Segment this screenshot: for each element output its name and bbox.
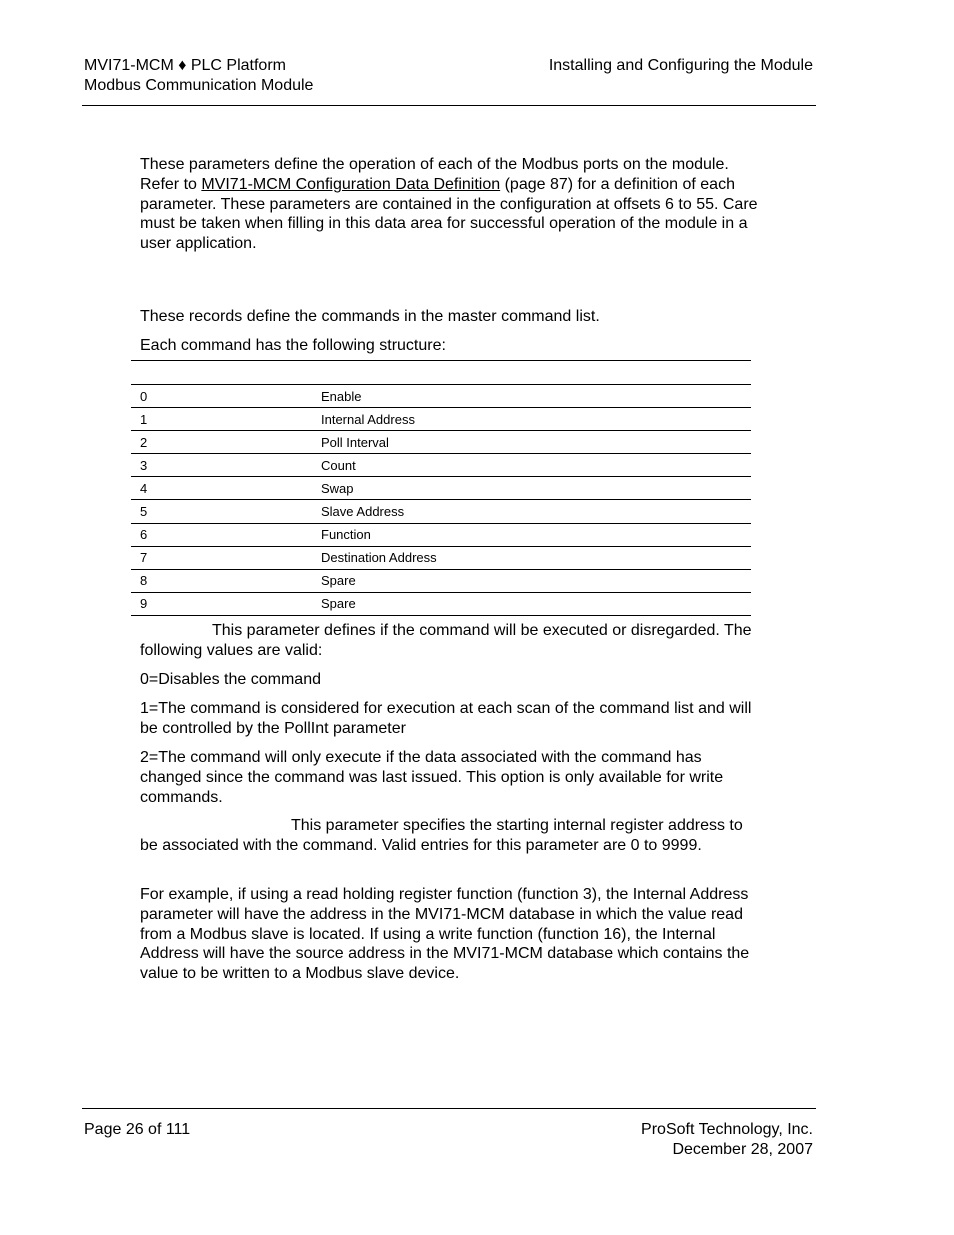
table-row	[131, 477, 751, 500]
table-row	[131, 385, 751, 408]
field-cell: Internal Address	[312, 408, 751, 431]
internal-address-example: For example, if using a read holding register function (function 3), the Internal Address parameter will have the address in the MVI71-MCM database in which the value read from a Modbus slave is located. If using a write function (function 16), the Internal Address will have the source address in the MVI71-MCM database which contains the value to be written to a Modbus slave device.	[140, 886, 750, 983]
enable-value-1: 1=The command is considered for execution at each scan of the command list and will be controlled by the PollInt parameter	[140, 700, 752, 737]
table-header-cell	[312, 361, 751, 385]
offset-cell: 7	[131, 546, 312, 569]
table-row	[131, 546, 751, 569]
field-cell: Slave Address	[312, 500, 751, 523]
enable-value-0: 0=Disables the command	[140, 671, 321, 688]
enable-description	[140, 621, 760, 661]
footer-rule	[82, 1108, 816, 1109]
enable-value-2: 2=The command will only execute if the data associated with the command has changed since the command was last issued. This option is only available for write commands.	[140, 749, 724, 806]
port-config-paragraph	[140, 155, 760, 254]
offset-cell: 3	[131, 454, 312, 477]
table-row	[131, 569, 751, 592]
field-cell: Spare	[312, 592, 751, 615]
command-list-intro: These records define the commands in the master command list.	[140, 308, 600, 325]
table-header-cell	[131, 361, 312, 385]
offset-cell: 1	[131, 408, 312, 431]
field-cell: Swap	[312, 477, 751, 500]
field-cell: Destination Address	[312, 546, 751, 569]
header-rule	[82, 105, 816, 106]
table-row	[131, 454, 751, 477]
field-cell: Function	[312, 523, 751, 546]
product-subtitle: Modbus Communication Module	[84, 77, 314, 94]
section-title: Installing and Configuring the Module	[548, 57, 813, 74]
enable-description-text: This parameter defines if the command will be executed or disregarded. The following values are valid:	[140, 622, 752, 659]
paragraph-text: (page 87) for a definition of each parameter. These parameters are contained in the configuration at offsets 6 to 55. Care must be taken when filling in this data area for successful operation of the module in a user application.	[140, 175, 758, 253]
table-row	[131, 592, 751, 615]
product-title: MVI71-MCM ♦ PLC Platform	[84, 57, 286, 74]
command-structure-intro: Each command has the following structure:	[140, 337, 446, 354]
publication-date: December 28, 2007	[672, 1141, 813, 1158]
field-cell: Count	[312, 454, 751, 477]
offset-cell: 4	[131, 477, 312, 500]
field-cell: Spare	[312, 569, 751, 592]
config-data-definition-link[interactable]: MVI71-MCM Configuration Data Definition	[201, 175, 501, 193]
running-header-left	[84, 56, 313, 96]
table-row	[131, 431, 751, 454]
internal-address-text: This parameter specifies the starting internal register address to be associated with the command. Valid entries for this parameter are 0 to 9999.	[140, 817, 743, 854]
command-structure-table	[131, 360, 751, 616]
company-name: ProSoft Technology, Inc.	[641, 1121, 813, 1138]
offset-cell: 9	[131, 592, 312, 615]
internal-address-description	[140, 816, 760, 856]
offset-cell: 6	[131, 523, 312, 546]
table-row	[131, 523, 751, 546]
field-cell: Enable	[312, 385, 751, 408]
offset-cell: 8	[131, 569, 312, 592]
table-row	[131, 408, 751, 431]
offset-cell: 2	[131, 431, 312, 454]
offset-cell: 5	[131, 500, 312, 523]
field-cell: Poll Interval	[312, 431, 751, 454]
page-number: Page 26 of 111	[84, 1121, 191, 1138]
table-row	[131, 500, 751, 523]
footer-right	[641, 1120, 813, 1160]
offset-cell: 0	[131, 385, 312, 408]
table-header-row	[131, 361, 751, 385]
paragraph-text: These parameters define the operation of each of the Modbus ports on the module. Refer to	[140, 156, 729, 193]
